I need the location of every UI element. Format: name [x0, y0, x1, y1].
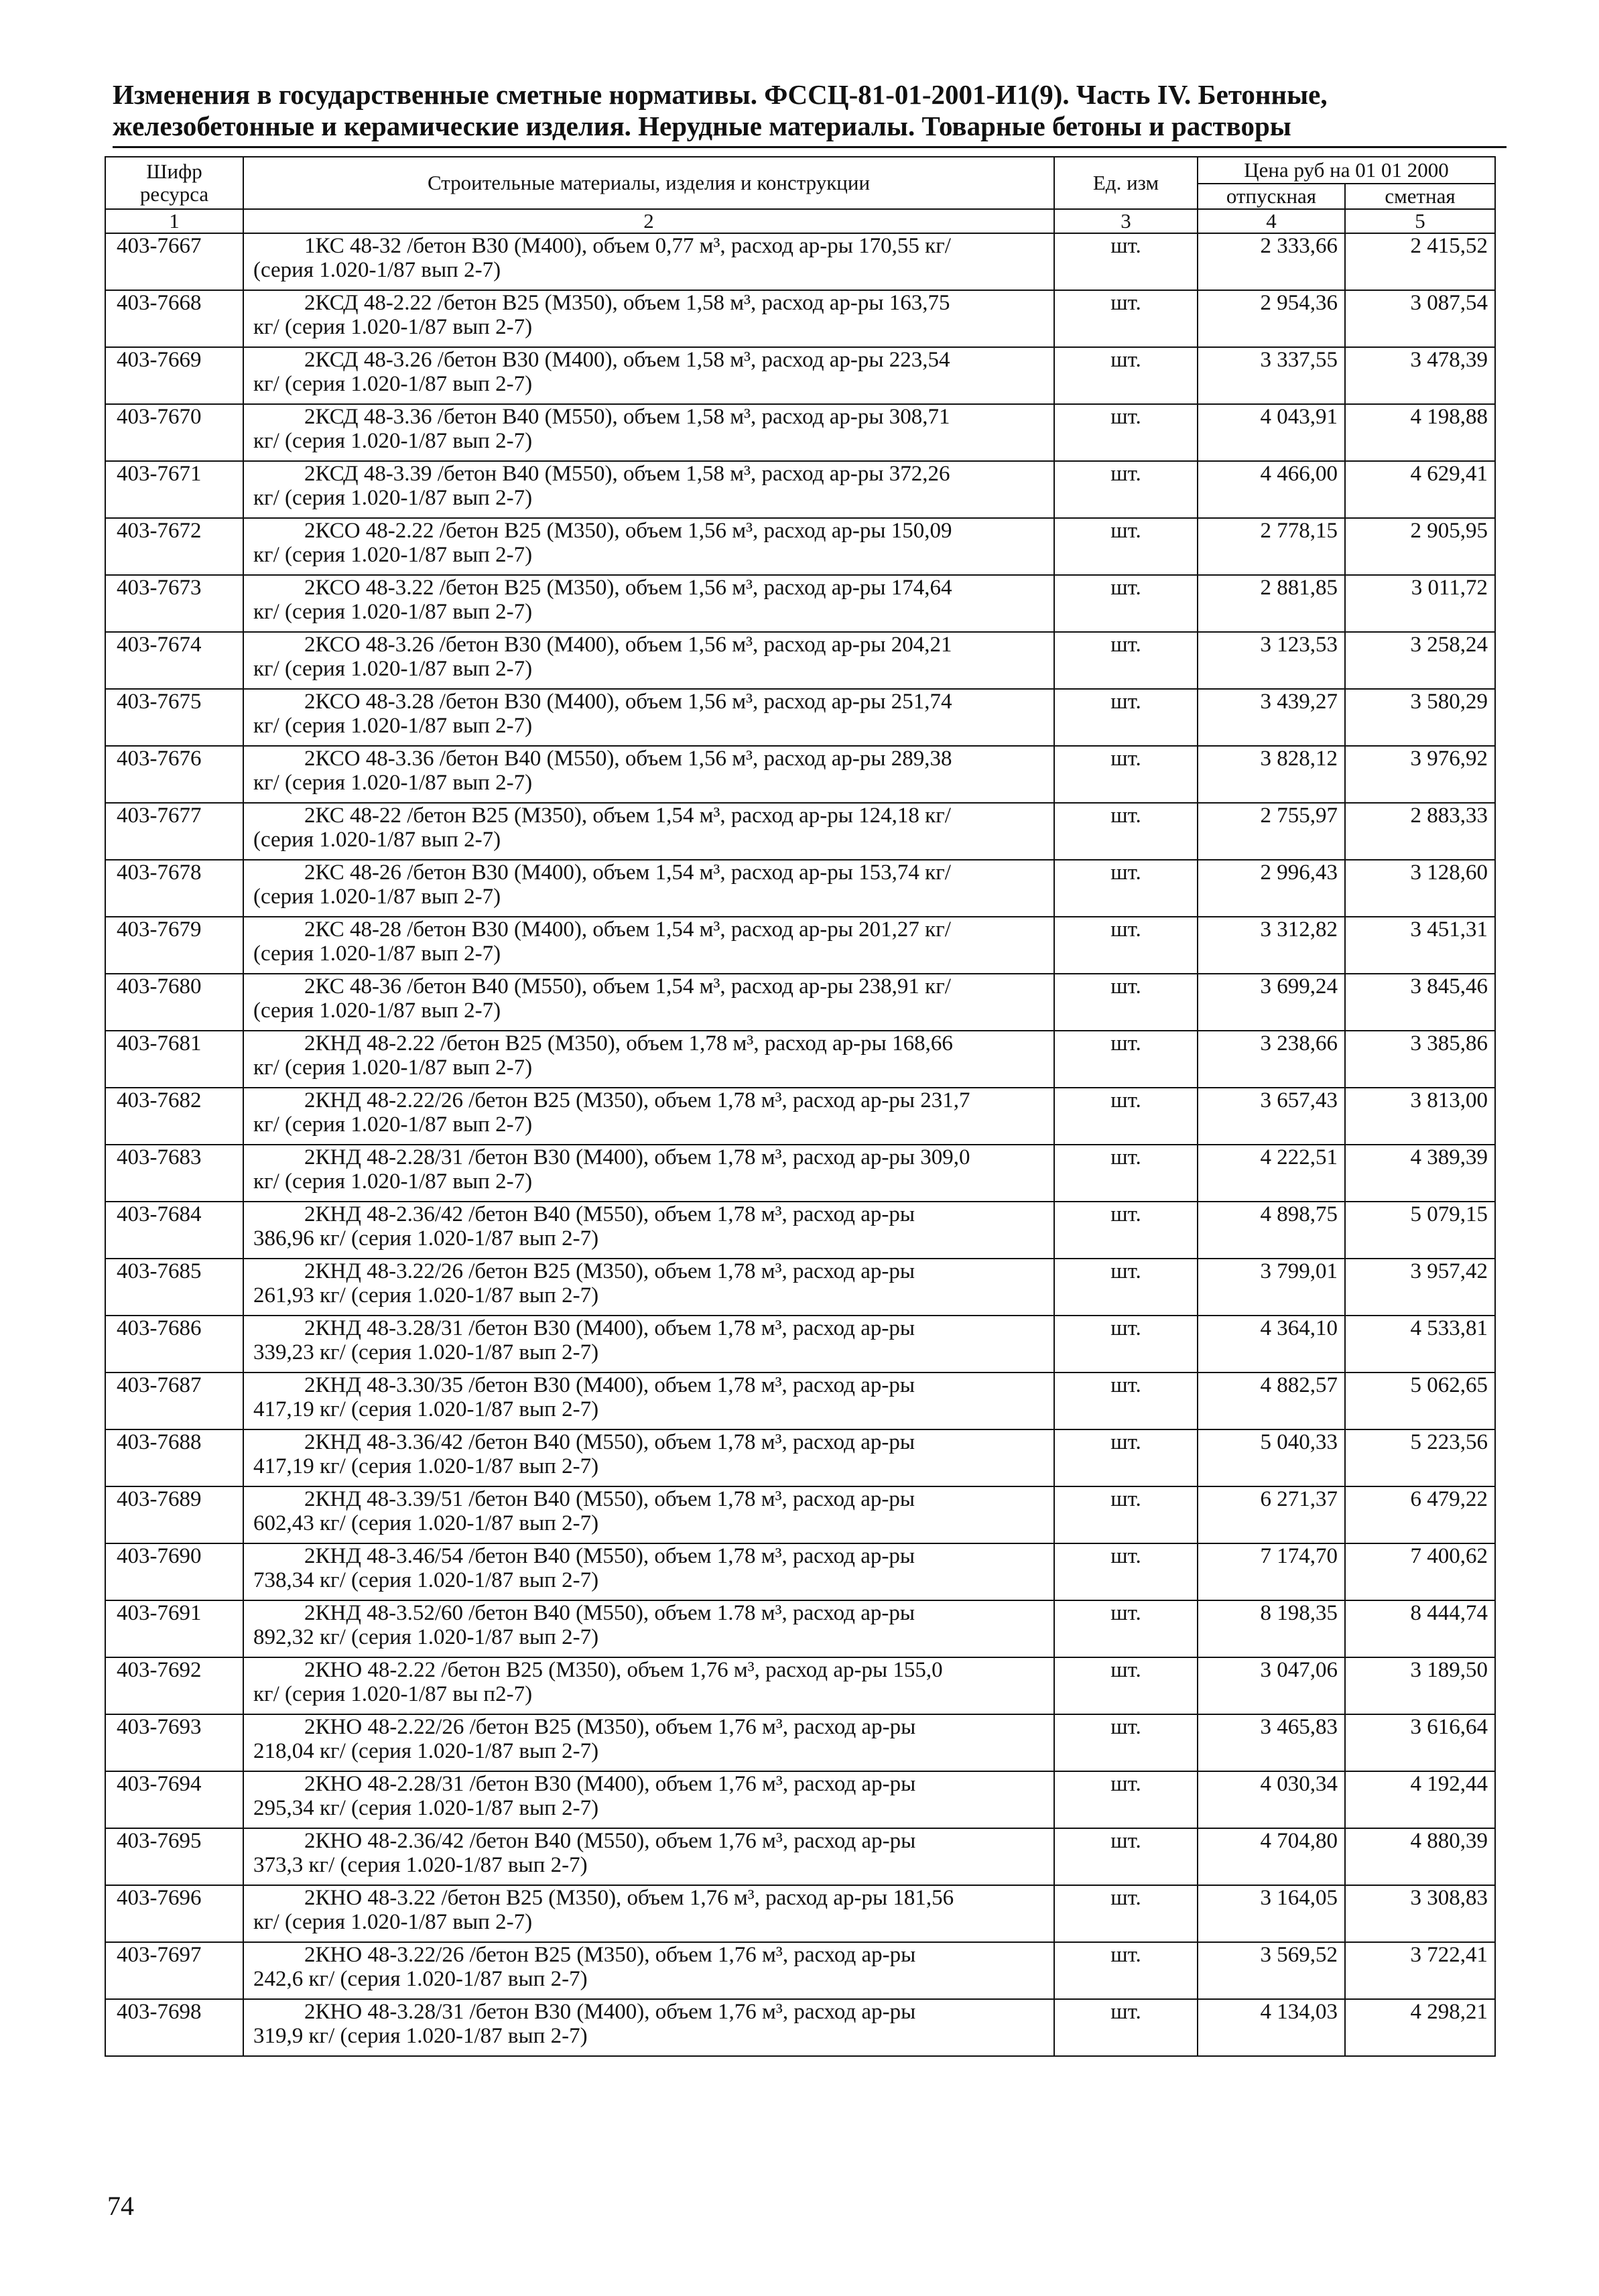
estimate-price: 3 976,92 — [1345, 746, 1495, 803]
release-price: 3 828,12 — [1198, 746, 1345, 803]
release-price: 3 312,82 — [1198, 917, 1345, 974]
description-line: 2КНО 48-3.28/31 /бетон В30 (М400), объем 1,76 м³, расход ар-ры — [304, 2000, 916, 2024]
resource-code: 403-7693 — [105, 1714, 243, 1771]
unit-of-measure: шт. — [1054, 1714, 1198, 1771]
resource-code: 403-7684 — [105, 1202, 243, 1259]
resource-code: 403-7685 — [105, 1259, 243, 1316]
description-line: 218,04 кг/ (серия 1.020-1/87 вып 2-7) — [253, 1739, 599, 1763]
resource-code: 403-7675 — [105, 689, 243, 746]
material-description — [243, 1714, 1054, 1771]
resource-code: 403-7674 — [105, 632, 243, 689]
resource-code: 403-7692 — [105, 1657, 243, 1714]
estimate-price: 4 198,88 — [1345, 404, 1495, 461]
description-line: 2КНО 48-2.36/42 /бетон В40 (М550), объем 1,76 м³, расход ар-ры — [304, 1829, 916, 1853]
release-price: 3 699,24 — [1198, 974, 1345, 1031]
header-description: Строительные материалы, изделия и конструкции — [243, 157, 1054, 209]
estimate-price: 5 062,65 — [1345, 1373, 1495, 1429]
table-row — [105, 974, 1495, 1031]
description-line: кг/ (серия 1.020-1/87 вып 2-7) — [253, 1112, 533, 1137]
description-line: 242,6 кг/ (серия 1.020-1/87 вып 2-7) — [253, 1967, 588, 1991]
resource-code: 403-7676 — [105, 746, 243, 803]
material-description — [243, 1885, 1054, 1942]
release-price: 4 134,03 — [1198, 1999, 1345, 2056]
unit-of-measure: шт. — [1054, 233, 1198, 290]
description-line: 2КСО 48-2.22 /бетон В25 (М350), объем 1,56 м³, расход ар-ры 150,09 — [304, 519, 952, 543]
material-description — [243, 860, 1054, 917]
estimate-price: 8 444,74 — [1345, 1600, 1495, 1657]
unit-of-measure: шт. — [1054, 1088, 1198, 1145]
release-price: 5 040,33 — [1198, 1429, 1345, 1486]
description-line: 2КС 48-28 /бетон В30 (М400), объем 1,54 м³, расход ар-ры 201,27 кг/ — [304, 917, 951, 942]
material-description — [243, 1088, 1054, 1145]
table-row — [105, 1885, 1495, 1942]
resource-code: 403-7677 — [105, 803, 243, 860]
table-row — [105, 1657, 1495, 1714]
material-description — [243, 1031, 1054, 1088]
description-line: 2КС 48-36 /бетон В40 (М550), объем 1,54 м³, расход ар-ры 238,91 кг/ — [304, 974, 951, 999]
table-row — [105, 347, 1495, 404]
material-description — [243, 575, 1054, 632]
material-description — [243, 917, 1054, 974]
estimate-price: 2 883,33 — [1345, 803, 1495, 860]
estimate-price: 4 192,44 — [1345, 1771, 1495, 1828]
estimate-price: 3 308,83 — [1345, 1885, 1495, 1942]
resource-code: 403-7672 — [105, 518, 243, 575]
column-number: 5 — [1345, 209, 1495, 233]
header-estimate-price: сметная — [1345, 184, 1495, 209]
estimate-price: 6 479,22 — [1345, 1486, 1495, 1543]
description-line: 2КНО 48-2.28/31 /бетон В30 (М400), объем 1,76 м³, расход ар-ры — [304, 1772, 916, 1796]
document-title: Изменения в государственные сметные нормативы. ФССЦ-81-01-2001-И1(9). Часть IV. Бетонные, железобетонные и керамические изделия. Нерудные материалы. Товарные бетоны и растворы — [113, 79, 1328, 141]
resource-code: 403-7679 — [105, 917, 243, 974]
unit-of-measure: шт. — [1054, 347, 1198, 404]
material-description — [243, 1486, 1054, 1543]
unit-of-measure: шт. — [1054, 1373, 1198, 1429]
table-row — [105, 1145, 1495, 1202]
resource-code: 403-7673 — [105, 575, 243, 632]
table-row — [105, 746, 1495, 803]
resource-code: 403-7669 — [105, 347, 243, 404]
description-line: 2КНД 48-2.28/31 /бетон В30 (М400), объем 1,78 м³, расход ар-ры 309,0 — [304, 1145, 970, 1169]
table-row — [105, 1316, 1495, 1373]
description-line: кг/ (серия 1.020-1/87 вып 2-7) — [253, 657, 533, 681]
resource-code: 403-7680 — [105, 974, 243, 1031]
unit-of-measure: шт. — [1054, 518, 1198, 575]
release-price: 4 364,10 — [1198, 1316, 1345, 1373]
description-line: 261,93 кг/ (серия 1.020-1/87 вып 2-7) — [253, 1283, 599, 1308]
description-line: 738,34 кг/ (серия 1.020-1/87 вып 2-7) — [253, 1568, 599, 1592]
release-price: 3 337,55 — [1198, 347, 1345, 404]
price-table — [105, 156, 1496, 2057]
unit-of-measure: шт. — [1054, 1145, 1198, 1202]
description-line: кг/ (серия 1.020-1/87 вып 2-7) — [253, 315, 533, 339]
resource-code: 403-7668 — [105, 290, 243, 347]
description-line: (серия 1.020-1/87 вып 2-7) — [253, 999, 501, 1023]
resource-code: 403-7688 — [105, 1429, 243, 1486]
release-price: 3 465,83 — [1198, 1714, 1345, 1771]
unit-of-measure: шт. — [1054, 803, 1198, 860]
description-line: (серия 1.020-1/87 вып 2-7) — [253, 885, 501, 909]
resource-code: 403-7678 — [105, 860, 243, 917]
table-row — [105, 1088, 1495, 1145]
estimate-price: 4 298,21 — [1345, 1999, 1495, 2056]
unit-of-measure: шт. — [1054, 917, 1198, 974]
estimate-price: 3 580,29 — [1345, 689, 1495, 746]
table-row — [105, 803, 1495, 860]
description-line: 602,43 кг/ (серия 1.020-1/87 вып 2-7) — [253, 1511, 599, 1535]
estimate-price: 3 478,39 — [1345, 347, 1495, 404]
resource-code: 403-7687 — [105, 1373, 243, 1429]
column-number: 1 — [105, 209, 243, 233]
header-price-group: Цена руб на 01 01 2000 — [1198, 157, 1495, 184]
document-header — [113, 79, 1507, 142]
release-price: 8 198,35 — [1198, 1600, 1345, 1657]
table-row — [105, 1373, 1495, 1429]
table-row — [105, 632, 1495, 689]
description-line: кг/ (серия 1.020-1/87 вып 2-7) — [253, 600, 533, 624]
resource-code: 403-7683 — [105, 1145, 243, 1202]
table-row — [105, 575, 1495, 632]
material-description — [243, 632, 1054, 689]
resource-code: 403-7691 — [105, 1600, 243, 1657]
unit-of-measure: шт. — [1054, 974, 1198, 1031]
description-line: кг/ (серия 1.020-1/87 вып 2-7) — [253, 429, 533, 453]
estimate-price: 3 087,54 — [1345, 290, 1495, 347]
description-line: (серия 1.020-1/87 вып 2-7) — [253, 258, 501, 282]
estimate-price: 5 079,15 — [1345, 1202, 1495, 1259]
release-price: 3 123,53 — [1198, 632, 1345, 689]
estimate-price: 2 415,52 — [1345, 233, 1495, 290]
material-description — [243, 746, 1054, 803]
description-line: 2КСД 48-2.22 /бетон В25 (М350), объем 1,58 м³, расход ар-ры 163,75 — [304, 291, 950, 315]
description-line: 2КСО 48-3.22 /бетон В25 (М350), объем 1,56 м³, расход ар-ры 174,64 — [304, 576, 952, 600]
estimate-price: 3 845,46 — [1345, 974, 1495, 1031]
table-row — [105, 290, 1495, 347]
description-line: 2КНО 48-3.22/26 /бетон В25 (М350), объем 1,76 м³, расход ар-ры — [304, 1943, 916, 1967]
description-line: 1КС 48-32 /бетон В30 (М400), объем 0,77 м³, расход ар-ры 170,55 кг/ — [304, 234, 951, 258]
release-price: 2 954,36 — [1198, 290, 1345, 347]
material-description — [243, 1202, 1054, 1259]
description-line: 2КСО 48-3.36 /бетон В40 (М550), объем 1,56 м³, расход ар-ры 289,38 — [304, 747, 952, 771]
description-line: 2КНД 48-3.22/26 /бетон В25 (М350), объем 1,78 м³, расход ар-ры — [304, 1259, 915, 1283]
table-row — [105, 1486, 1495, 1543]
unit-of-measure: шт. — [1054, 1942, 1198, 1999]
description-line: (серия 1.020-1/87 вып 2-7) — [253, 942, 501, 966]
table-row — [105, 404, 1495, 461]
description-line: 2КСО 48-3.28 /бетон В30 (М400), объем 1,56 м³, расход ар-ры 251,74 — [304, 690, 952, 714]
header-code: Шифр ресурса — [105, 157, 243, 209]
material-description — [243, 1259, 1054, 1316]
release-price: 4 030,34 — [1198, 1771, 1345, 1828]
table-row — [105, 1828, 1495, 1885]
table-row — [105, 461, 1495, 518]
table-row — [105, 860, 1495, 917]
resource-code: 403-7694 — [105, 1771, 243, 1828]
description-line: 892,32 кг/ (серия 1.020-1/87 вып 2-7) — [253, 1625, 599, 1649]
description-line: 2КСД 48-3.26 /бетон В30 (М400), объем 1,58 м³, расход ар-ры 223,54 — [304, 348, 950, 372]
release-price: 4 704,80 — [1198, 1828, 1345, 1885]
estimate-price: 7 400,62 — [1345, 1543, 1495, 1600]
release-price: 2 778,15 — [1198, 518, 1345, 575]
material-description — [243, 803, 1054, 860]
table-row — [105, 1543, 1495, 1600]
description-line: кг/ (серия 1.020-1/87 вып 2-7) — [253, 1910, 533, 1934]
unit-of-measure: шт. — [1054, 404, 1198, 461]
description-line: 2КНД 48-2.22/26 /бетон В25 (М350), объем 1,78 м³, расход ар-ры 231,7 — [304, 1088, 970, 1112]
material-description — [243, 974, 1054, 1031]
unit-of-measure: шт. — [1054, 1259, 1198, 1316]
material-description — [243, 1657, 1054, 1714]
release-price: 3 799,01 — [1198, 1259, 1345, 1316]
table-row — [105, 1031, 1495, 1088]
estimate-price: 2 905,95 — [1345, 518, 1495, 575]
unit-of-measure: шт. — [1054, 1316, 1198, 1373]
resource-code: 403-7681 — [105, 1031, 243, 1088]
unit-of-measure: шт. — [1054, 461, 1198, 518]
unit-of-measure: шт. — [1054, 1543, 1198, 1600]
table-row — [105, 233, 1495, 290]
description-line: 2КНД 48-3.28/31 /бетон В30 (М400), объем 1,78 м³, расход ар-ры — [304, 1316, 915, 1340]
table-row — [105, 518, 1495, 575]
resource-code: 403-7690 — [105, 1543, 243, 1600]
material-description — [243, 1828, 1054, 1885]
table-row — [105, 1714, 1495, 1771]
description-line: 2КС 48-26 /бетон В30 (М400), объем 1,54 м³, расход ар-ры 153,74 кг/ — [304, 860, 951, 885]
estimate-price: 3 722,41 — [1345, 1942, 1495, 1999]
description-line: 2КНД 48-3.30/35 /бетон В30 (М400), объем 1,78 м³, расход ар-ры — [304, 1373, 915, 1397]
header-rule — [113, 146, 1507, 148]
estimate-price: 4 880,39 — [1345, 1828, 1495, 1885]
description-line: кг/ (серия 1.020-1/87 вып 2-7) — [253, 714, 533, 738]
release-price: 4 043,91 — [1198, 404, 1345, 461]
release-price: 3 238,66 — [1198, 1031, 1345, 1088]
resource-code: 403-7697 — [105, 1942, 243, 1999]
resource-code: 403-7667 — [105, 233, 243, 290]
estimate-price: 4 629,41 — [1345, 461, 1495, 518]
resource-code: 403-7698 — [105, 1999, 243, 2056]
estimate-price: 4 389,39 — [1345, 1145, 1495, 1202]
table-row — [105, 1600, 1495, 1657]
release-price: 2 881,85 — [1198, 575, 1345, 632]
unit-of-measure: шт. — [1054, 1031, 1198, 1088]
unit-of-measure: шт. — [1054, 1828, 1198, 1885]
table-row — [105, 1202, 1495, 1259]
material-description — [243, 233, 1054, 290]
description-line: 373,3 кг/ (серия 1.020-1/87 вып 2-7) — [253, 1853, 588, 1877]
unit-of-measure: шт. — [1054, 1657, 1198, 1714]
unit-of-measure: шт. — [1054, 1429, 1198, 1486]
column-number: 2 — [243, 209, 1054, 233]
material-description — [243, 1999, 1054, 2056]
material-description — [243, 347, 1054, 404]
material-description — [243, 404, 1054, 461]
description-line: 2КНД 48-3.39/51 /бетон В40 (М550), объем 1,78 м³, расход ар-ры — [304, 1487, 915, 1511]
material-description — [243, 461, 1054, 518]
unit-of-measure: шт. — [1054, 575, 1198, 632]
resource-code: 403-7696 — [105, 1885, 243, 1942]
material-description — [243, 1942, 1054, 1999]
release-price: 4 882,57 — [1198, 1373, 1345, 1429]
description-line: 2КСО 48-3.26 /бетон В30 (М400), объем 1,56 м³, расход ар-ры 204,21 — [304, 633, 952, 657]
release-price: 3 047,06 — [1198, 1657, 1345, 1714]
estimate-price: 3 258,24 — [1345, 632, 1495, 689]
estimate-price: 3 011,72 — [1345, 575, 1495, 632]
table-row — [105, 1771, 1495, 1828]
release-price: 3 439,27 — [1198, 689, 1345, 746]
release-price: 6 271,37 — [1198, 1486, 1345, 1543]
material-description — [243, 1771, 1054, 1828]
description-line: кг/ (серия 1.020-1/87 вып 2-7) — [253, 372, 533, 396]
header-release-price: отпускная — [1198, 184, 1345, 209]
column-number: 3 — [1054, 209, 1198, 233]
description-line: 2КНД 48-3.46/54 /бетон В40 (М550), объем 1,78 м³, расход ар-ры — [304, 1544, 915, 1568]
header-unit: Ед. изм — [1054, 157, 1198, 209]
description-line: 2КНД 48-2.22 /бетон В25 (М350), объем 1,78 м³, расход ар-ры 168,66 — [304, 1031, 953, 1056]
estimate-price: 3 616,64 — [1345, 1714, 1495, 1771]
resource-code: 403-7670 — [105, 404, 243, 461]
resource-code: 403-7682 — [105, 1088, 243, 1145]
estimate-price: 5 223,56 — [1345, 1429, 1495, 1486]
release-price: 2 996,43 — [1198, 860, 1345, 917]
description-line: 2КНД 48-2.36/42 /бетон В40 (М550), объем 1,78 м³, расход ар-ры — [304, 1202, 915, 1226]
column-number: 4 — [1198, 209, 1345, 233]
description-line: 386,96 кг/ (серия 1.020-1/87 вып 2-7) — [253, 1226, 599, 1251]
unit-of-measure: шт. — [1054, 1600, 1198, 1657]
unit-of-measure: шт. — [1054, 1999, 1198, 2056]
description-line: 2КНО 48-2.22 /бетон В25 (М350), объем 1,76 м³, расход ар-ры 155,0 — [304, 1658, 943, 1682]
estimate-price: 3 189,50 — [1345, 1657, 1495, 1714]
unit-of-measure: шт. — [1054, 1885, 1198, 1942]
description-line: 2КНО 48-3.22 /бетон В25 (М350), объем 1,76 м³, расход ар-ры 181,56 — [304, 1886, 954, 1910]
description-line: 417,19 кг/ (серия 1.020-1/87 вып 2-7) — [253, 1454, 599, 1478]
description-line: кг/ (серия 1.020-1/87 вып 2-7) — [253, 1056, 533, 1080]
release-price: 2 755,97 — [1198, 803, 1345, 860]
table-row — [105, 1942, 1495, 1999]
release-price: 3 164,05 — [1198, 1885, 1345, 1942]
column-number-row — [105, 209, 1495, 233]
unit-of-measure: шт. — [1054, 632, 1198, 689]
unit-of-measure: шт. — [1054, 689, 1198, 746]
release-price: 4 222,51 — [1198, 1145, 1345, 1202]
unit-of-measure: шт. — [1054, 1486, 1198, 1543]
description-line: 417,19 кг/ (серия 1.020-1/87 вып 2-7) — [253, 1397, 599, 1421]
table-header — [105, 157, 1495, 233]
description-line: (серия 1.020-1/87 вып 2-7) — [253, 828, 501, 852]
description-line: кг/ (серия 1.020-1/87 вып 2-7) — [253, 771, 533, 795]
table-row — [105, 1429, 1495, 1486]
resource-code: 403-7671 — [105, 461, 243, 518]
material-description — [243, 518, 1054, 575]
unit-of-measure: шт. — [1054, 290, 1198, 347]
material-description — [243, 1316, 1054, 1373]
estimate-price: 3 385,86 — [1345, 1031, 1495, 1088]
material-description — [243, 689, 1054, 746]
description-line: 2КС 48-22 /бетон В25 (М350), объем 1,54 м³, расход ар-ры 124,18 кг/ — [304, 804, 951, 828]
unit-of-measure: шт. — [1054, 1771, 1198, 1828]
release-price: 3 657,43 — [1198, 1088, 1345, 1145]
unit-of-measure: шт. — [1054, 746, 1198, 803]
material-description — [243, 290, 1054, 347]
release-price: 2 333,66 — [1198, 233, 1345, 290]
material-description — [243, 1145, 1054, 1202]
description-line: кг/ (серия 1.020-1/87 вы п2-7) — [253, 1682, 533, 1706]
unit-of-measure: шт. — [1054, 860, 1198, 917]
table-row — [105, 1999, 1495, 2056]
material-description — [243, 1429, 1054, 1486]
page-number: 74 — [107, 2191, 134, 2221]
resource-code: 403-7686 — [105, 1316, 243, 1373]
description-line: кг/ (серия 1.020-1/87 вып 2-7) — [253, 1169, 533, 1194]
table-row — [105, 689, 1495, 746]
table-row — [105, 1259, 1495, 1316]
description-line: 339,23 кг/ (серия 1.020-1/87 вып 2-7) — [253, 1340, 599, 1364]
description-line: 2КНД 48-3.36/42 /бетон В40 (М550), объем 1,78 м³, расход ар-ры — [304, 1430, 915, 1454]
estimate-price: 3 957,42 — [1345, 1259, 1495, 1316]
description-line: кг/ (серия 1.020-1/87 вып 2-7) — [253, 543, 533, 567]
material-description — [243, 1373, 1054, 1429]
release-price: 7 174,70 — [1198, 1543, 1345, 1600]
estimate-price: 4 533,81 — [1345, 1316, 1495, 1373]
release-price: 3 569,52 — [1198, 1942, 1345, 1999]
release-price: 4 898,75 — [1198, 1202, 1345, 1259]
estimate-price: 3 451,31 — [1345, 917, 1495, 974]
estimate-price: 3 128,60 — [1345, 860, 1495, 917]
material-description — [243, 1600, 1054, 1657]
description-line: 2КНД 48-3.52/60 /бетон В40 (М550), объем 1.78 м³, расход ар-ры — [304, 1601, 915, 1625]
resource-code: 403-7695 — [105, 1828, 243, 1885]
description-line: 2КСД 48-3.39 /бетон В40 (М550), объем 1,58 м³, расход ар-ры 372,26 — [304, 462, 950, 486]
estimate-price: 3 813,00 — [1345, 1088, 1495, 1145]
material-description — [243, 1543, 1054, 1600]
release-price: 4 466,00 — [1198, 461, 1345, 518]
table-body — [105, 233, 1495, 2056]
description-line: 295,34 кг/ (серия 1.020-1/87 вып 2-7) — [253, 1796, 599, 1820]
resource-code: 403-7689 — [105, 1486, 243, 1543]
description-line: 2КСД 48-3.36 /бетон В40 (М550), объем 1,58 м³, расход ар-ры 308,71 — [304, 405, 950, 429]
unit-of-measure: шт. — [1054, 1202, 1198, 1259]
table-row — [105, 917, 1495, 974]
description-line: 319,9 кг/ (серия 1.020-1/87 вып 2-7) — [253, 2024, 588, 2048]
description-line: 2КНО 48-2.22/26 /бетон В25 (М350), объем 1,76 м³, расход ар-ры — [304, 1715, 916, 1739]
description-line: кг/ (серия 1.020-1/87 вып 2-7) — [253, 486, 533, 510]
